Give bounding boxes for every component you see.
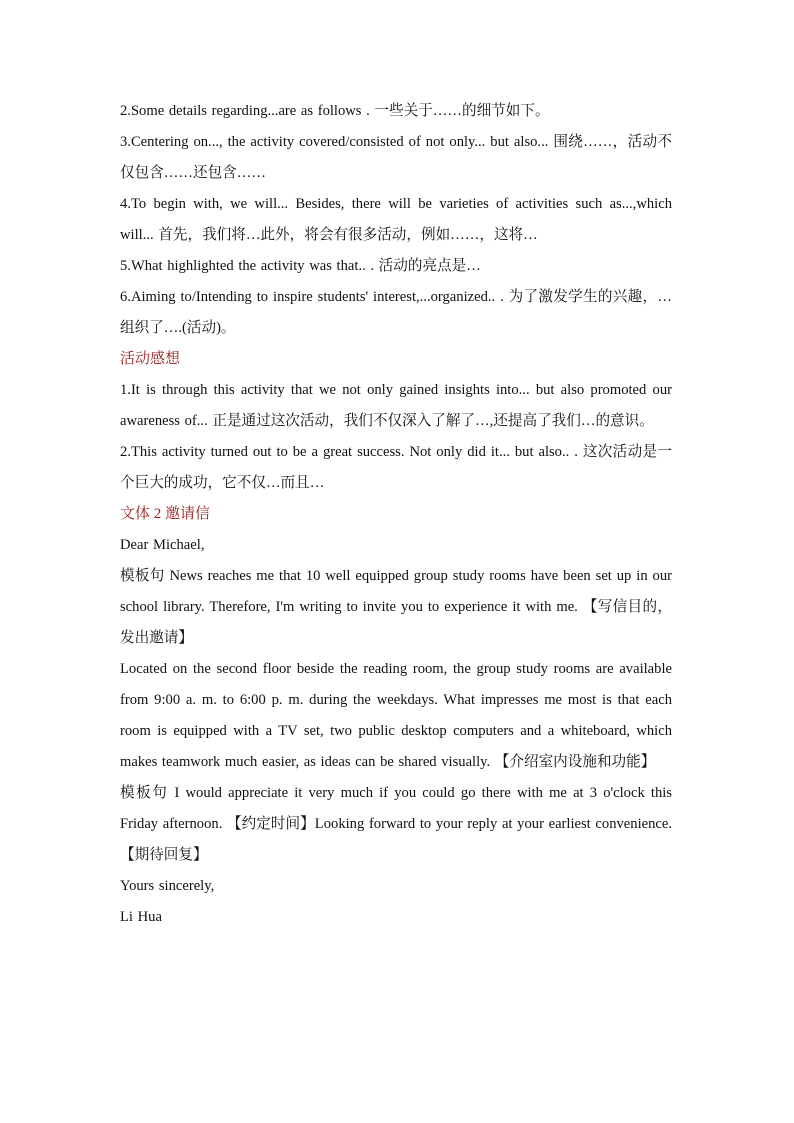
phrase-3: 3.Centering on..., the activity covered/consisted of not only... but also... 围绕……，活动不仅包含……还包含…… [120, 134, 672, 181]
letter-greeting: Dear Michael, [120, 537, 205, 553]
letter-paragraph-3: 模板句 I would appreciate it very much if you could go there with me at 3 o'clock this Friday afternoon. 【约定时间】Looking forward to your reply at your earliest convenience. 【期待回复】 [120, 785, 672, 863]
reflection-2: 2.This activity turned out to be a great success. Not only did it... but also.. . 这次活动是一个巨大的成功，它不仅…而且… [120, 444, 672, 491]
heading-reflection: 活动感想 [120, 351, 181, 367]
letter-closing: Yours sincerely, [120, 878, 215, 894]
letter-paragraph-2: Located on the second floor beside the reading room, the group study rooms are available from 9:00 a. m. to 6:00 p. m. during the weekdays. What impresses me most is that each room is equipped with a TV set, two public desktop computers and a whiteboard, which makes teamwork much easier, as ideas can be shared visually. 【介绍室内设施和功能】 [120, 661, 672, 770]
phrase-5: 5.What highlighted the activity was that.. . 活动的亮点是… [120, 258, 481, 274]
letter-signature: Li Hua [120, 909, 162, 925]
reflection-1: 1.It is through this activity that we not only gained insights into... but also promoted our awareness of... 正是通过这次活动，我们不仅深入了解了…,还提高了我们…的意识。 [120, 382, 672, 429]
heading-invitation: 文体 2 邀请信 [120, 506, 211, 522]
phrase-6: 6.Aiming to/Intending to inspire students' interest,...organized.. . 为了激发学生的兴趣，…组织了….(活动)。 [120, 289, 672, 336]
phrase-2: 2.Some details regarding...are as follows . 一些关于……的细节如下。 [120, 103, 550, 119]
document-page [120, 96, 672, 933]
phrase-4: 4.To begin with, we will... Besides, there will be varieties of activities such as...,which will... 首先，我们将…此外，将会有很多活动，例如……，这将… [120, 196, 672, 243]
letter-paragraph-1: 模板句 News reaches me that 10 well equipped group study rooms have been set up in our school library. Therefore, I'm writing to invite you to experience it with me. 【写信目的，发出邀请】 [120, 568, 672, 646]
